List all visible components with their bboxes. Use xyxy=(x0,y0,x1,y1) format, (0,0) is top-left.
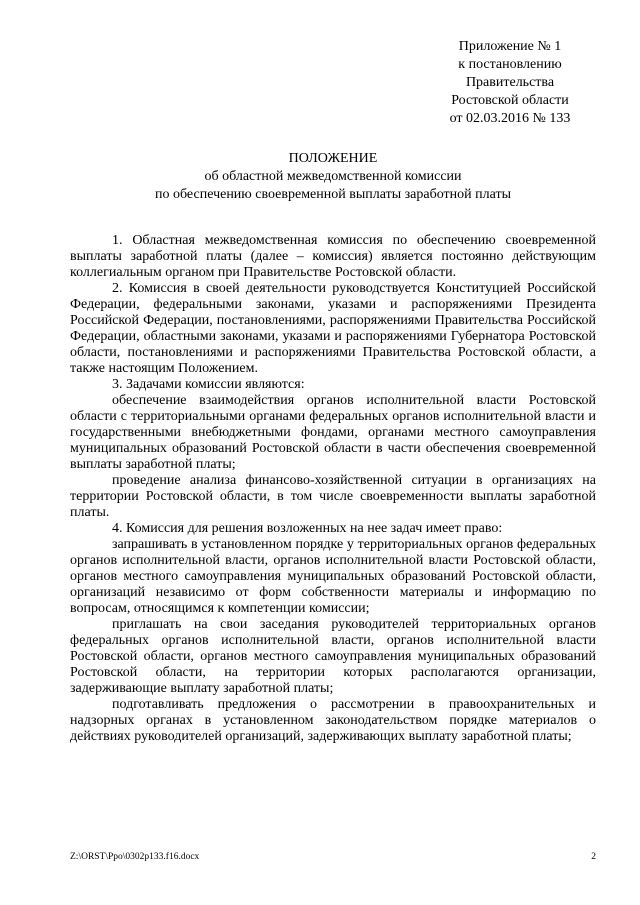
appendix-block xyxy=(430,38,590,128)
paragraph-3: 3. Задачами комиссии являются: xyxy=(112,377,305,392)
paragraph-4-item-3: подготавливать предложения о рассмотрении в правоохранительных и надзорных органах в установленном законодательством порядке материалов о действиях руководителей организаций, задерживающих выплату заработной платы; xyxy=(70,697,596,744)
appendix-line: от 02.03.2016 № 133 xyxy=(449,111,571,126)
heading-title: ПОЛОЖЕНИЕ xyxy=(288,151,378,166)
appendix-line: Правительства xyxy=(465,75,555,90)
heading-subtitle-line: по обеспечению своевременной выплаты заработной платы xyxy=(155,187,511,202)
appendix-line: Приложение № 1 xyxy=(458,39,562,54)
appendix-line: Ростовской области xyxy=(451,93,569,108)
document-heading xyxy=(70,150,596,204)
paragraph-4: 4. Комиссия для решения возложенных на нее задач имеет право: xyxy=(112,521,503,536)
paragraph-3-item-2: проведение анализа финансово-хозяйственной ситуации в организациях на территории Ростовской области, в том числе своевременности выплаты заработной платы. xyxy=(70,473,596,520)
paragraph-3-item-1: обеспечение взаимодействия органов исполнительной власти Ростовской области с территориальными органами федеральных органов исполнительной власти и государственными внебюджетными фондами, органами местного самоуправления муниципальных образований Ростовской области в части обеспечения своевременной выплаты заработной платы; xyxy=(70,393,596,472)
page-number: 2 xyxy=(591,852,596,862)
document-body xyxy=(70,233,596,745)
paragraph-4-item-1: запрашивать в установленном порядке у территориальных органов федеральных органов исполнительной власти, органов исполнительной власти Ростовской области, органов местного самоуправления муниципальных образований Ростовской области, организаций независимо от форм собственности материалы и информацию по вопросам, относящимся к компетенции комиссии; xyxy=(70,537,596,616)
heading-subtitle-line: об областной межведомственной комиссии xyxy=(204,169,462,184)
footer-file-path: Z:\ORST\Ppo\0302p133.f16.docx xyxy=(70,852,200,862)
paragraph-4-item-2: приглашать на свои заседания руководителей территориальных органов федеральных органов исполнительной власти, органов исполнительной власти Ростовской области, органов местного самоуправления муниципальных образований Ростовской области, на территории которых располагаются организации, задерживающие выплату заработной платы; xyxy=(70,617,596,696)
paragraph-1: 1. Областная межведомственная комиссия по обеспечению своевременной выплаты заработной платы (далее – комиссия) является постоянно действующим коллегиальным органом при Правительстве Ростовской области. xyxy=(70,233,596,280)
appendix-line: к постановлению xyxy=(458,57,562,72)
paragraph-2: 2. Комиссия в своей деятельности руководствуется Конституцией Российской Федерации, федеральными законами, указами и распоряжениями Президента Российской Федерации, постановлениями, распоряжениями Правительства Российской Федерации, областными законами, указами и распоряжениями Губернатора Ростовской области, постановлениями и распоряжениями Правительства Ростовской области, а также настоящим Положением. xyxy=(70,281,596,376)
